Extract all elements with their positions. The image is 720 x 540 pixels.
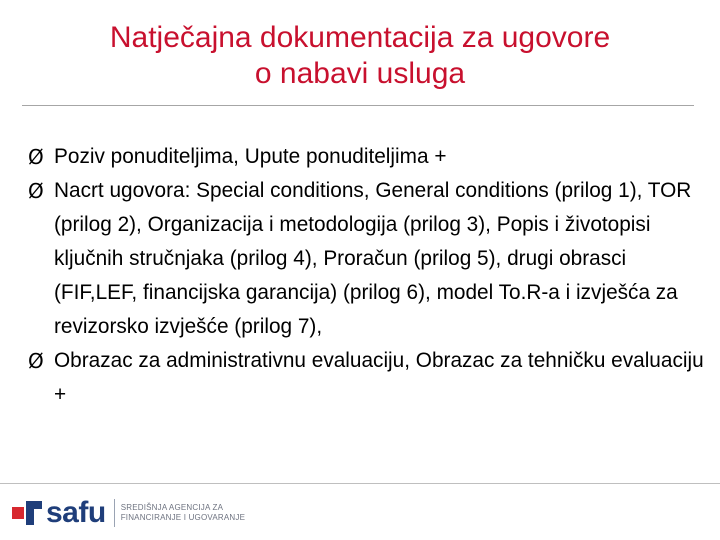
bullet-item [28, 140, 708, 174]
bullet-list [28, 140, 708, 412]
bullet-text: Obrazac za administrativnu evaluaciju, Obrazac za tehničku evaluaciju + [54, 349, 704, 406]
bullet-item [28, 174, 708, 344]
bullet-text: Nacrt ugovora: Special conditions, General conditions (prilog 1), TOR (prilog 2), Organizacija i metodologija (prilog 3), Popis i životopisi ključnih stručnjaka (prilog 4), Proračun (prilog 5), drugi obrasci (FIF,LEF, financijska garancija) (prilog 6), model To.R-a i izvješća za revizorsko izvješće (prilog 7), [54, 179, 692, 338]
logo-divider [114, 499, 115, 527]
logo-subtitle [121, 503, 245, 523]
slide-title [20, 20, 700, 92]
slide-title-line-2: o nabavi usluga [254, 57, 466, 90]
arrow-bullet-icon: Ø [28, 145, 44, 169]
logo-subtitle-line-2: FINANCIRANJE I UGOVARANJE [120, 513, 246, 522]
logo-subtitle-line-1: SREDIŠNJA AGENCIJA ZA [120, 503, 224, 512]
arrow-bullet-icon: Ø [28, 179, 44, 203]
footer-divider [0, 483, 720, 484]
slide-title-line-1: Natječajna dokumentacija za ugovore [109, 21, 611, 54]
safu-logo-icon [12, 498, 42, 528]
safu-logo [12, 495, 245, 531]
bullet-item [28, 344, 708, 412]
logo-wordmark: safu [46, 496, 106, 529]
arrow-bullet-icon: Ø [28, 349, 44, 373]
title-divider [22, 105, 694, 106]
bullet-text: Poziv ponuditeljima, Upute ponuditeljima + [54, 145, 447, 168]
